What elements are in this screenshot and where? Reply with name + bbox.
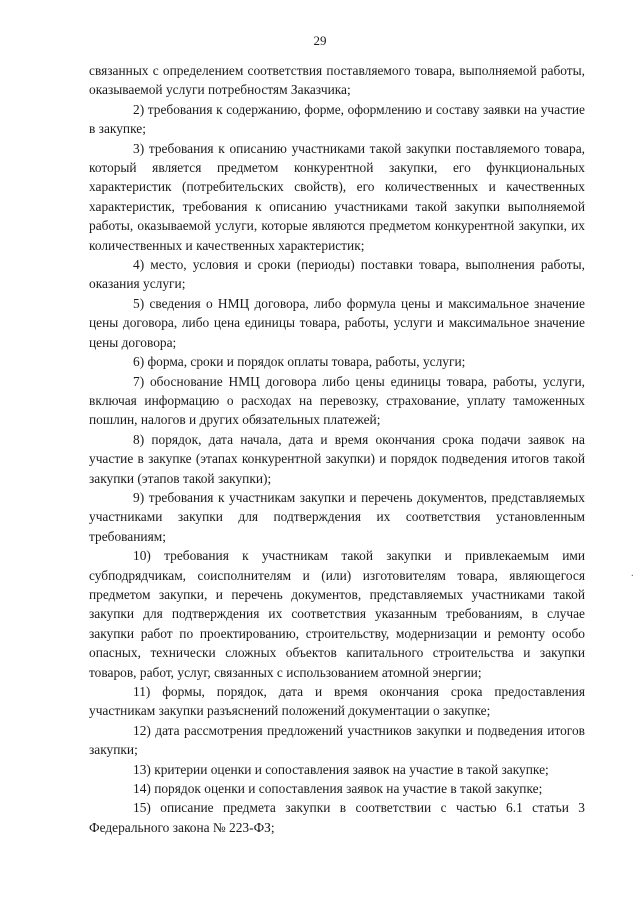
list-item-9: 9) требования к участникам закупки и перечень документов, представляемых участниками закупки для подтверждения их соответствия установленным требованиям; [89,489,585,544]
page-number: 29 [313,33,327,48]
list-item-13: 13) критерии оценки и сопоставления заявок на участие в такой закупке; [133,761,549,777]
list-item-3: 3) требования к описанию участниками такой закупки поставляемого товара, который является предметом конкурентной закупки, его функциональных характеристик (потребительских свойств), его количественных и качественных характеристик, требования к описанию участниками такой закупки выполняемой работы, оказываемой услуги, которые являются предметом конкурентной закупки, их количественных и качественных характеристик; [89,140,585,253]
list-item-15: 15) описание предмета закупки в соответствии с частью 6.1 статьи 3 Федерального закона № 223-ФЗ; [89,800,585,835]
list-item-12: 12) дата рассмотрения предложений участников закупки и подведения итогов закупки; [89,722,585,758]
scan-margin-mark: · [630,571,634,582]
list-item-8: 8) порядок, дата начала, дата и время окончания срока подачи заявок на участие в закупке (этапах конкурентной закупки) и порядок подведения итогов такой закупки (этапов такой закупки); [89,431,585,486]
document-body [89,61,585,837]
list-item-5: 5) сведения о НМЦ договора, либо формула цены и максимальное значение цены договора, либо цена единицы товара, работы, услуги и максимальное значение цены договора; [89,295,585,350]
list-item-6: 6) форма, сроки и порядок оплаты товара, работы, услуги; [133,354,466,370]
list-item-14: 14) порядок оценки и сопоставления заявок на участие в такой закупке; [133,781,543,797]
paragraph-continuation: связанных с определением соответствия поставляемого товара, выполняемой работы, оказываемой услуги потребностям Заказчика; [89,63,585,98]
list-item-11: 11) формы, порядок, дата и время окончания срока предоставления участникам закупки разъяснений положений документации о закупке; [89,684,585,719]
list-item-7: 7) обоснование НМЦ договора либо цены единицы товара, работы, услуги, включая информацию о расходах на перевозку, страхование, уплату таможенных пошлин, налогов и других обязательных платежей; [89,373,585,428]
list-item-10: 10) требования к участникам такой закупки и привлекаемым ими субподрядчикам, соисполнителям и (или) изготовителям товара, являющегося предметом закупки, и перечень документов, представляемых участниками такой закупки для подтверждения их соответствия указанным требованиям, в случае закупки работ по проектированию, строительству, модернизации и ремонту особо опасных, технически сложных объектов капитального строительства и закупки товаров, работ, услуг, связанных с использованием атомной энергии; [89,548,585,680]
list-item-2: 2) требования к содержанию, форме, оформлению и составу заявки на участие в закупке; [89,101,585,137]
list-item-4: 4) место, условия и сроки (периоды) поставки товара, выполнения работы, оказания услуги; [89,257,585,292]
